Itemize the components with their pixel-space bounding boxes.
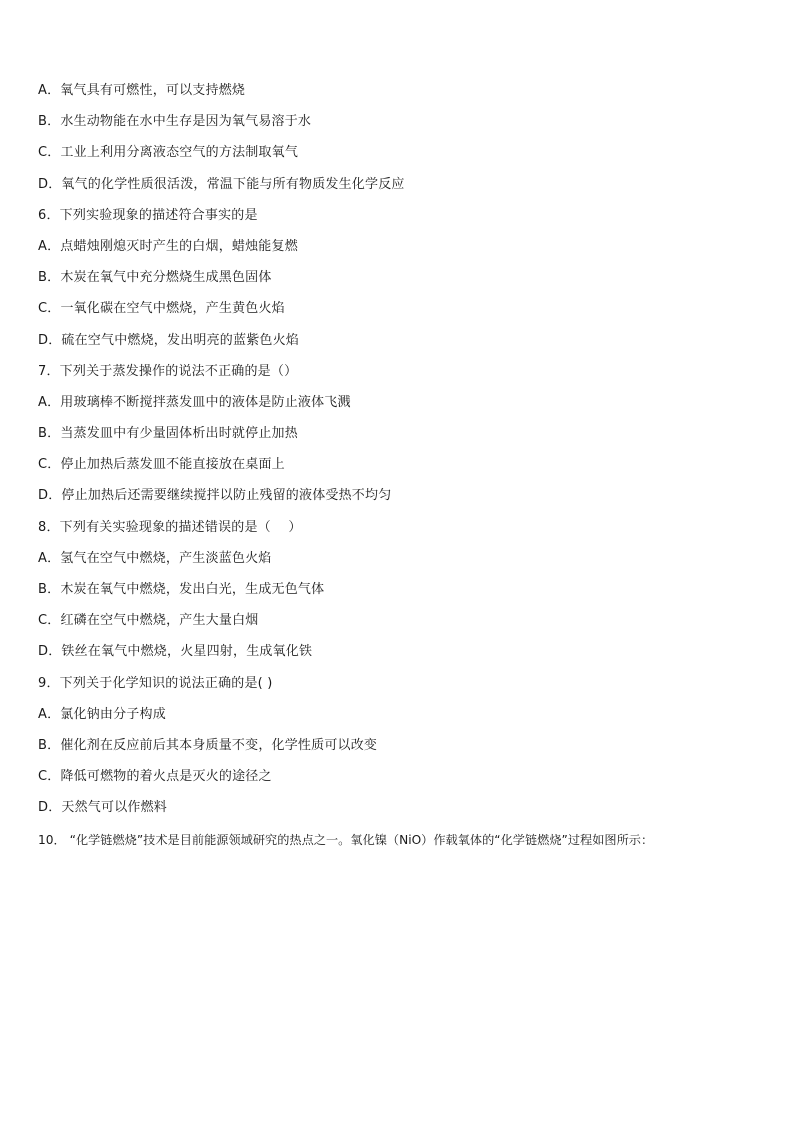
question-8-stem: 8．下列有关实验现象的描述错误的是（ ） — [38, 519, 302, 535]
option-b-line: B．水生动物能在水中生存是因为氧气易溶于水 — [38, 114, 312, 130]
question-6-stem: 6．下列实验现象的描述符合事实的是 — [38, 207, 258, 223]
question-content — [38, 80, 758, 860]
question-8-option-a: A．氢气在空气中燃烧，产生淡蓝色火焰 — [38, 550, 272, 566]
question-7-option-c: C．停止加热后蒸发皿不能直接放在桌面上 — [38, 457, 285, 473]
question-9-stem: 9．下列关于化学知识的说法正确的是( ) — [38, 675, 273, 691]
option-d-line: D．氧气的化学性质很活泼，常温下能与所有物质发生化学反应 — [38, 176, 405, 192]
question-7-stem: 7．下列关于蒸发操作的说法不正确的是（） — [38, 363, 298, 379]
question-9-option-d: D．天然气可以作燃料 — [38, 800, 168, 816]
question-6-option-a: A．点蜡烛刚熄灭时产生的白烟，蜡烛能复燃 — [38, 238, 298, 254]
question-8-option-d: D．铁丝在氧气中燃烧，火星四射，生成氧化铁 — [38, 644, 313, 660]
question-6-option-d: D．硫在空气中燃烧，发出明亮的蓝紫色火焰 — [38, 332, 300, 348]
question-7-option-d: D．停止加热后还需要继续搅拌以防止残留的液体受热不均匀 — [38, 488, 392, 504]
question-10-stem: 10． “化学链燃烧”技术是目前能源领域研究的热点之一。氧化镍（NiO）作载氧体的“化学链燃烧”过程如图所示： — [38, 832, 654, 847]
question-7-option-a: A．用玻璃棒不断搅拌蒸发皿中的液体是防止液体飞溅 — [38, 394, 351, 410]
question-8-option-c: C．红磷在空气中燃烧，产生大量白烟 — [38, 613, 259, 629]
question-7-option-b: B．当蒸发皿中有少量固体析出时就停止加热 — [38, 426, 298, 442]
question-6-option-b: B．木炭在氧气中充分燃烧生成黑色固体 — [38, 270, 272, 286]
question-6-option-c: C．一氧化碳在空气中燃烧，产生黄色火焰 — [38, 301, 285, 317]
question-9-option-c: C．降低可燃物的着火点是灭火的途径之 — [38, 769, 272, 785]
option-a-line: A．氧气具有可燃性，可以支持燃烧 — [38, 83, 246, 98]
question-8-option-b: B．木炭在氧气中燃烧，发出白光，生成无色气体 — [38, 582, 325, 597]
question-9-option-b: B．催化剂在反应前后其本身质量不变，化学性质可以改变 — [38, 737, 378, 753]
question-9-option-a: A．氯化钠由分子构成 — [38, 706, 166, 722]
option-c-line: C．工业上利用分离液态空气的方法制取氧气 — [38, 145, 299, 161]
